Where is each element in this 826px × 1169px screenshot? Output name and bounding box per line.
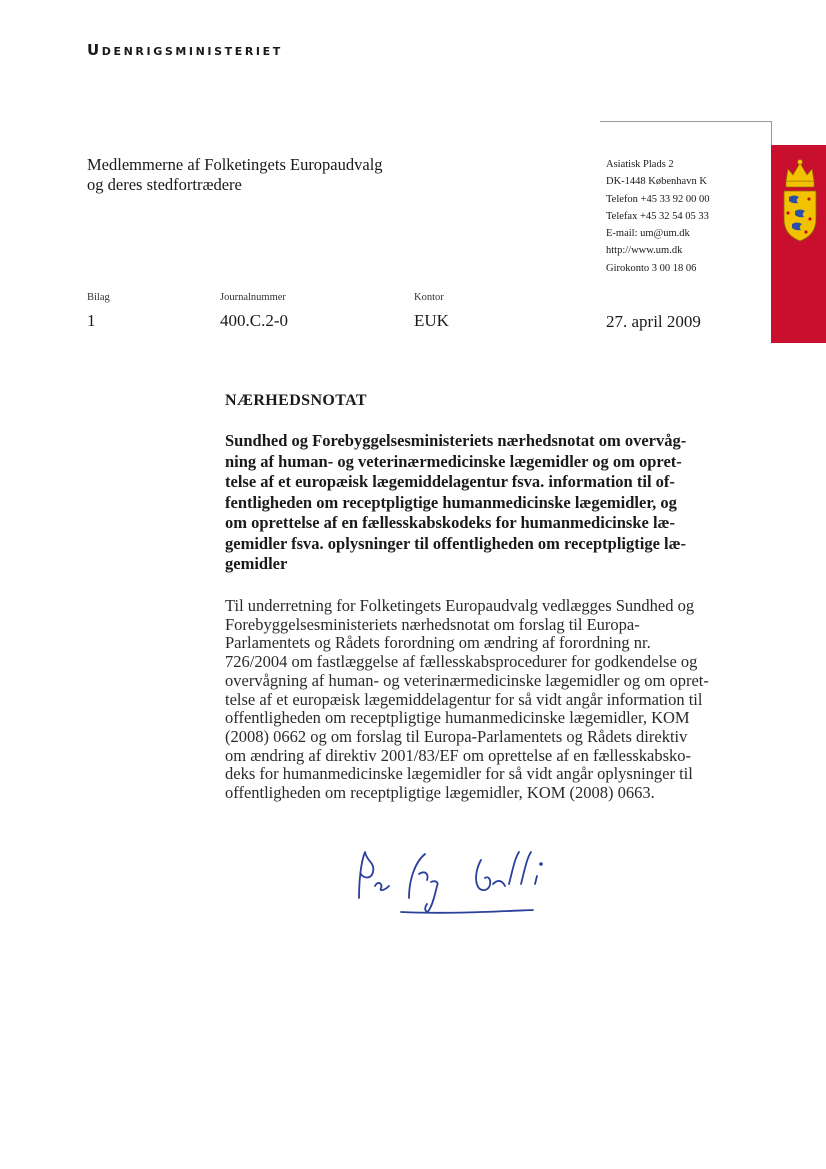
handwritten-signature bbox=[345, 840, 570, 925]
danish-coat-of-arms-icon bbox=[778, 157, 822, 263]
header-rule-vertical bbox=[771, 121, 772, 145]
journal-label: Journalnummer bbox=[220, 292, 286, 303]
document-title: NÆRHEDSNOTAT bbox=[225, 392, 368, 409]
body-line: Til underretning for Folketingets Europaudvalg vedlægges Sundhed og bbox=[225, 596, 695, 615]
body-line: overvågning af human- og veterinærmedicinske lægemidler og om opret- bbox=[225, 670, 709, 690]
subject-line: ning af human- og veterinærmedicinske lægemidler og om opret- bbox=[225, 451, 682, 471]
bilag-value: 1 bbox=[87, 311, 96, 330]
recipient-line-1: Medlemmerne af Folketingets Europaudvalg bbox=[87, 155, 383, 174]
contact-web: http://www.um.dk bbox=[606, 245, 683, 257]
contact-fax: Telefax +45 32 54 05 33 bbox=[606, 210, 709, 222]
body-paragraph bbox=[225, 597, 740, 803]
body-line: offentligheden om receptpligtige humanmedicinske lægemidler, KOM bbox=[225, 708, 690, 728]
subject-line: Sundhed og Forebyggelsesministeriets nærhedsnotat om overvåg- bbox=[225, 431, 687, 450]
body-line: deks for humanmedicinske lægemidler for så vidt angår oplysninger til bbox=[225, 764, 693, 784]
contact-block bbox=[606, 156, 709, 277]
bilag-label: Bilag bbox=[87, 292, 110, 303]
recipient-line-2: og deres stedfortrædere bbox=[87, 175, 242, 194]
subject-line: gemidler fsva. oplysninger til offentligheden om receptpligtige læ- bbox=[225, 533, 687, 553]
subject-line: gemidler bbox=[225, 554, 288, 573]
kontor-label: Kontor bbox=[414, 292, 444, 303]
contact-email: E-mail: um@um.dk bbox=[606, 228, 690, 240]
contact-phone: Telefon +45 33 92 00 00 bbox=[606, 193, 710, 205]
contact-address-1: Asiatisk Plads 2 bbox=[606, 159, 674, 170]
body-line: Parlamentets og Rådets forordning om ændring af forordning nr. bbox=[225, 633, 651, 653]
kontor-value: EUK bbox=[414, 311, 449, 330]
journal-value: 400.C.2-0 bbox=[220, 311, 288, 330]
subject-block bbox=[225, 431, 740, 575]
body-line: 726/2004 om fastlæggelse af fællesskabsprocedurer for godkendelse og bbox=[225, 652, 698, 672]
ministry-name: Udenrigsministeriet bbox=[87, 41, 283, 59]
body-line: (2008) 0662 og om forslag til Europa-Parlamentets og Rådets direktiv bbox=[225, 726, 688, 746]
contact-giro: Girokonto 3 00 18 06 bbox=[606, 262, 697, 274]
subject-line: fentligheden om receptpligtige humanmedicinske lægemidler, og bbox=[225, 492, 677, 512]
subject-line: telse af et europæisk lægemiddelagentur fsva. information til of- bbox=[225, 472, 675, 491]
body-line: telse af et europæisk lægemiddelagentur for så vidt angår information til bbox=[225, 689, 703, 709]
body-line: om ændring af direktiv 2001/83/EF om oprettelse af en fællesskabsko- bbox=[225, 745, 692, 765]
document-date: 27. april 2009 bbox=[606, 312, 701, 331]
subject-line: om oprettelse af en fællesskabskodeks for humanmedicinske læ- bbox=[225, 513, 675, 532]
contact-address-2: DK-1448 København K bbox=[606, 176, 707, 188]
body-line: Forebyggelsesministeriets nærhedsnotat om forslag til Europa- bbox=[225, 614, 640, 634]
body-line: offentligheden om receptpligtige lægemidler, KOM (2008) 0663. bbox=[225, 783, 655, 803]
header-rule-horizontal bbox=[600, 121, 772, 122]
recipient-block bbox=[87, 155, 383, 195]
